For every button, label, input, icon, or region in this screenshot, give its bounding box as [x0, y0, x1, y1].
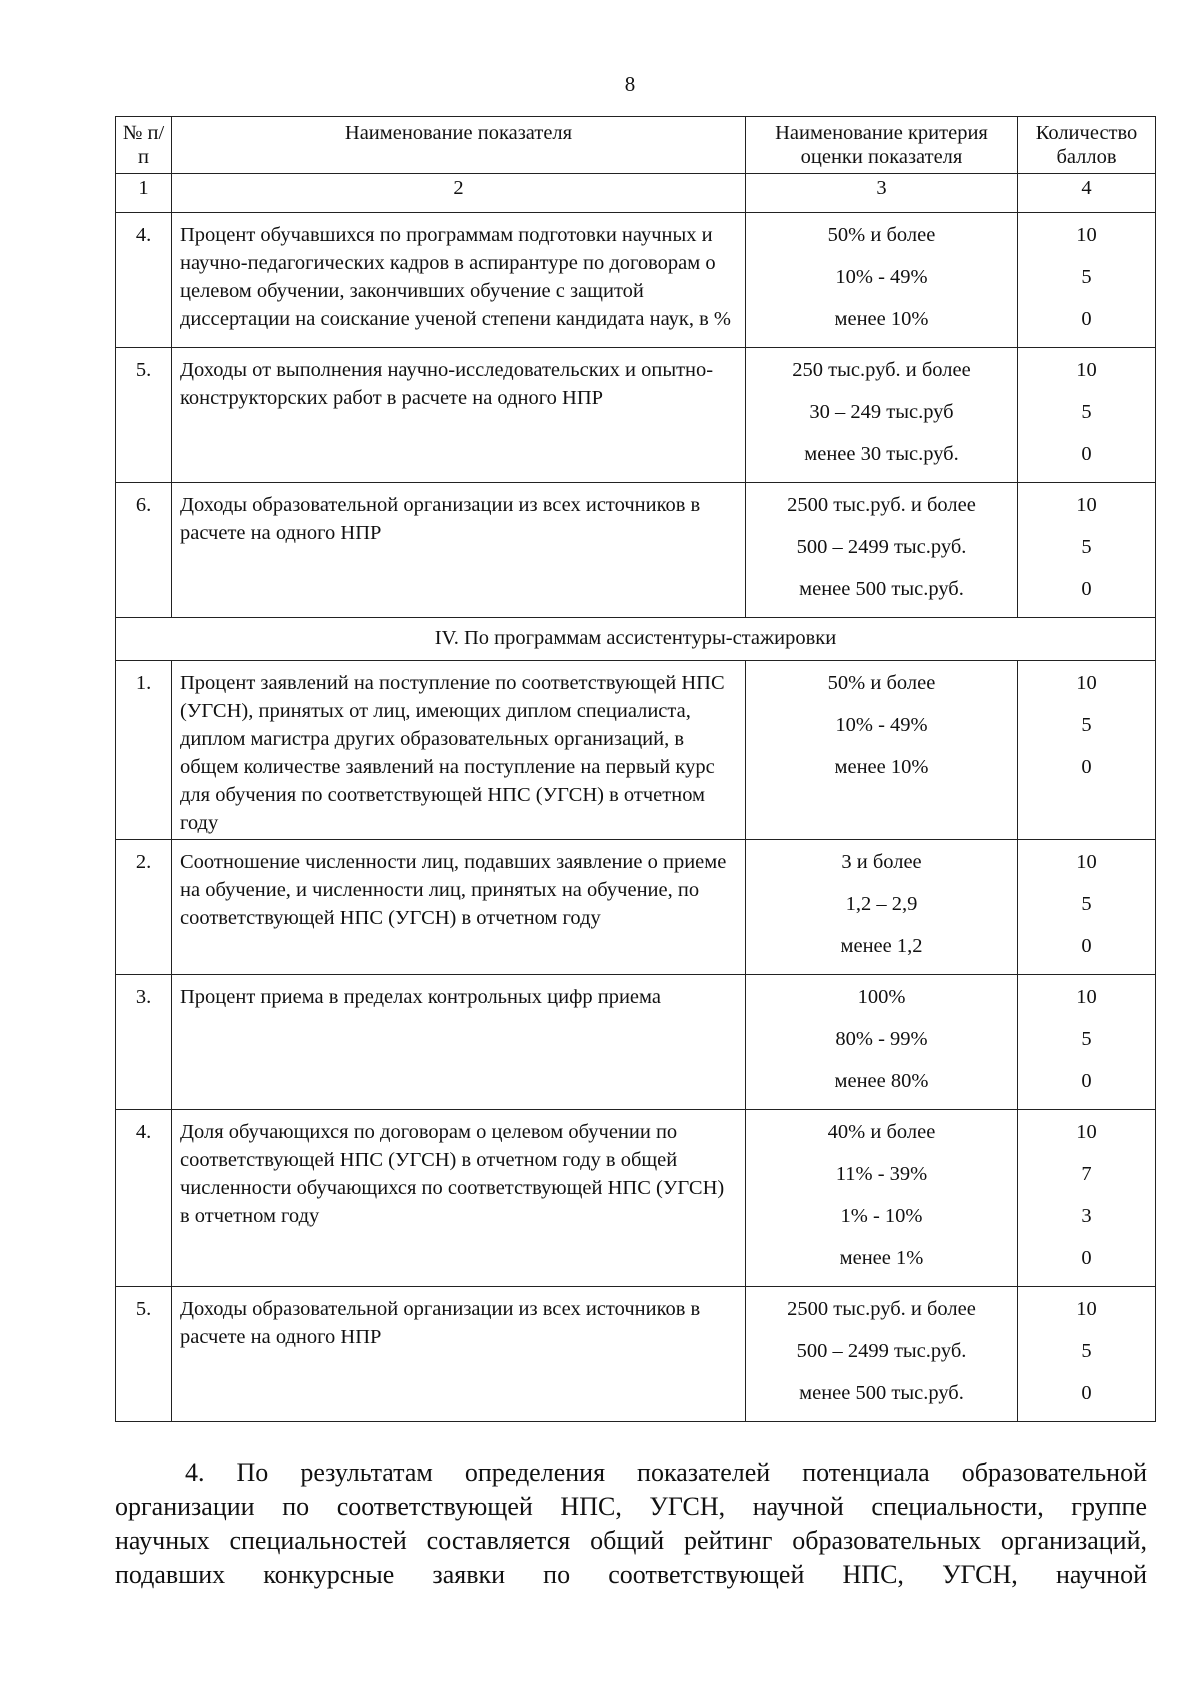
criteria-value: 100%: [857, 986, 906, 1008]
column-number: 1: [116, 174, 172, 213]
paragraph-line: научных специальностей составляется общий рейтинг образовательных организаций,: [115, 1526, 1147, 1555]
criteria-value: менее 80%: [834, 1070, 929, 1092]
criteria-cell: [746, 213, 1018, 348]
criteria-value: 80% - 99%: [835, 1028, 928, 1050]
indicator-name: Доходы от выполнения научно-исследовательских и опытно-конструкторских работ в расчете на одного НПР: [172, 348, 746, 483]
header-criteria-name: Наименование критерия оценки показателя: [746, 117, 1018, 174]
paragraph-line: 4. По результатам определения показателей потенциала образовательной: [185, 1458, 1147, 1487]
criteria-cell: [746, 975, 1018, 1110]
table-row: [116, 1110, 1156, 1287]
score-value: 10: [1076, 359, 1097, 381]
score-value: 5: [1081, 893, 1092, 915]
score-cell: [1018, 975, 1156, 1110]
score-cell: [1018, 348, 1156, 483]
score-value: 0: [1081, 443, 1092, 465]
score-cell: [1018, 213, 1156, 348]
section-title: IV. По программам ассистентуры-стажировки: [116, 618, 1156, 661]
score-value: 5: [1081, 401, 1092, 423]
row-index: 5.: [116, 348, 172, 483]
score-value: 5: [1081, 1340, 1092, 1362]
column-number: 3: [746, 174, 1018, 213]
score-value: 10: [1076, 672, 1097, 694]
score-value: 5: [1081, 266, 1092, 288]
table-row: [116, 213, 1156, 348]
score-value: 10: [1076, 494, 1097, 516]
score-value: 0: [1081, 308, 1092, 330]
score-cell: [1018, 483, 1156, 618]
criteria-value: менее 10%: [834, 756, 929, 778]
score-value: 0: [1081, 935, 1092, 957]
criteria-value: 2500 тыс.руб. и более: [787, 494, 976, 516]
score-value: 0: [1081, 1382, 1092, 1404]
header-number: № п/п: [116, 117, 172, 174]
criteria-value: 1% - 10%: [840, 1205, 923, 1227]
paragraph-line: организации по соответствующей НПС, УГСН, научной специальности, группе: [115, 1492, 1147, 1521]
score-value: 0: [1081, 756, 1092, 778]
criteria-value: 50% и более: [827, 672, 936, 694]
body-paragraph: [115, 1456, 1147, 1592]
criteria-cell: [746, 483, 1018, 618]
criteria-value: менее 30 тыс.руб.: [804, 443, 959, 465]
table-row: [116, 483, 1156, 618]
criteria-value: менее 1,2: [840, 935, 923, 957]
criteria-value: менее 500 тыс.руб.: [799, 1382, 964, 1404]
score-value: 3: [1081, 1205, 1092, 1227]
criteria-value: 11% - 39%: [835, 1163, 928, 1185]
criteria-value: 500 – 2499 тыс.руб.: [796, 1340, 967, 1362]
score-value: 0: [1081, 1247, 1092, 1269]
indicator-name: Соотношение численности лиц, подавших заявление о приеме на обучение, и численности лиц, принятых на обучение, по соответствующей НПС (УГСН) в отчетном году: [172, 840, 746, 975]
row-index: 5.: [116, 1287, 172, 1422]
criteria-cell: [746, 1287, 1018, 1422]
header-indicator-name: Наименование показателя: [172, 117, 746, 174]
table-row: [116, 1287, 1156, 1422]
paragraph-line: подавших конкурсные заявки по соответствующей НПС, УГСН, научной: [115, 1560, 1147, 1589]
indicator-name: Процент приема в пределах контрольных цифр приема: [172, 975, 746, 1110]
column-number: 4: [1018, 174, 1156, 213]
row-index: 4.: [116, 213, 172, 348]
score-cell: [1018, 1110, 1156, 1287]
row-index: 1.: [116, 661, 172, 840]
indicator-name: Доходы образовательной организации из всех источников в расчете на одного НПР: [172, 1287, 746, 1422]
table-header-row: [116, 117, 1156, 174]
criteria-value: 50% и более: [827, 224, 936, 246]
row-index: 4.: [116, 1110, 172, 1287]
criteria-value: менее 10%: [834, 308, 929, 330]
rows-bottom: [116, 661, 1156, 1422]
criteria-value: 250 тыс.руб. и более: [792, 359, 971, 381]
page-number: 8: [624, 72, 636, 96]
row-index: 6.: [116, 483, 172, 618]
column-number: 2: [172, 174, 746, 213]
score-value: 0: [1081, 578, 1092, 600]
table-row: [116, 975, 1156, 1110]
table-row: [116, 348, 1156, 483]
criteria-value: 10% - 49%: [835, 266, 928, 288]
score-cell: [1018, 840, 1156, 975]
criteria-value: 2500 тыс.руб. и более: [787, 1298, 976, 1320]
indicator-name: Процент заявлений на поступление по соответствующей НПС (УГСН), принятых от лиц, имеющих диплом специалиста, диплом магистра других образовательных организаций, в общем количестве заявлений на поступление на первый курс для обучения по соответствующей НПС (УГСН) в отчетном году: [172, 661, 746, 840]
table-row: [116, 840, 1156, 975]
criteria-value: менее 1%: [839, 1247, 924, 1269]
row-index: 3.: [116, 975, 172, 1110]
indicator-name: Доходы образовательной организации из всех источников в расчете на одного НПР: [172, 483, 746, 618]
score-value: 10: [1076, 1298, 1097, 1320]
table-row: [116, 661, 1156, 840]
header-score: Количество баллов: [1018, 117, 1156, 174]
score-value: 0: [1081, 1070, 1092, 1092]
criteria-cell: [746, 661, 1018, 840]
score-value: 10: [1076, 1121, 1097, 1143]
score-value: 5: [1081, 536, 1092, 558]
rows-top: [116, 213, 1156, 618]
score-value: 5: [1081, 714, 1092, 736]
score-cell: [1018, 1287, 1156, 1422]
score-cell: [1018, 661, 1156, 840]
score-value: 10: [1076, 851, 1097, 873]
criteria-table: [115, 116, 1156, 1422]
criteria-value: менее 500 тыс.руб.: [799, 578, 964, 600]
section-row: [116, 618, 1156, 661]
criteria-cell: [746, 348, 1018, 483]
indicator-name: Процент обучавшихся по программам подготовки научных и научно-педагогических кадров в аспирантуре по договорам о целевом обучении, закончивших обучение с защитой диссертации на соискание ученой степени кандидата наук, в %: [172, 213, 746, 348]
criteria-value: 10% - 49%: [835, 714, 928, 736]
criteria-cell: [746, 1110, 1018, 1287]
score-value: 5: [1081, 1028, 1092, 1050]
criteria-value: 3 и более: [841, 851, 922, 873]
score-value: 10: [1076, 986, 1097, 1008]
score-value: 7: [1081, 1163, 1092, 1185]
score-value: 10: [1076, 224, 1097, 246]
criteria-value: 500 – 2499 тыс.руб.: [796, 536, 967, 558]
criteria-value: 40% и более: [827, 1121, 936, 1143]
indicator-name: Доля обучающихся по договорам о целевом обучении по соответствующей НПС (УГСН) в отчетном году в общей численности обучающихся по соответствующей НПС (УГСН) в отчетном году: [172, 1110, 746, 1287]
criteria-value: 1,2 – 2,9: [845, 893, 918, 915]
row-index: 2.: [116, 840, 172, 975]
criteria-value: 30 – 249 тыс.руб: [809, 401, 954, 423]
column-number-row: [116, 174, 1156, 213]
criteria-cell: [746, 840, 1018, 975]
